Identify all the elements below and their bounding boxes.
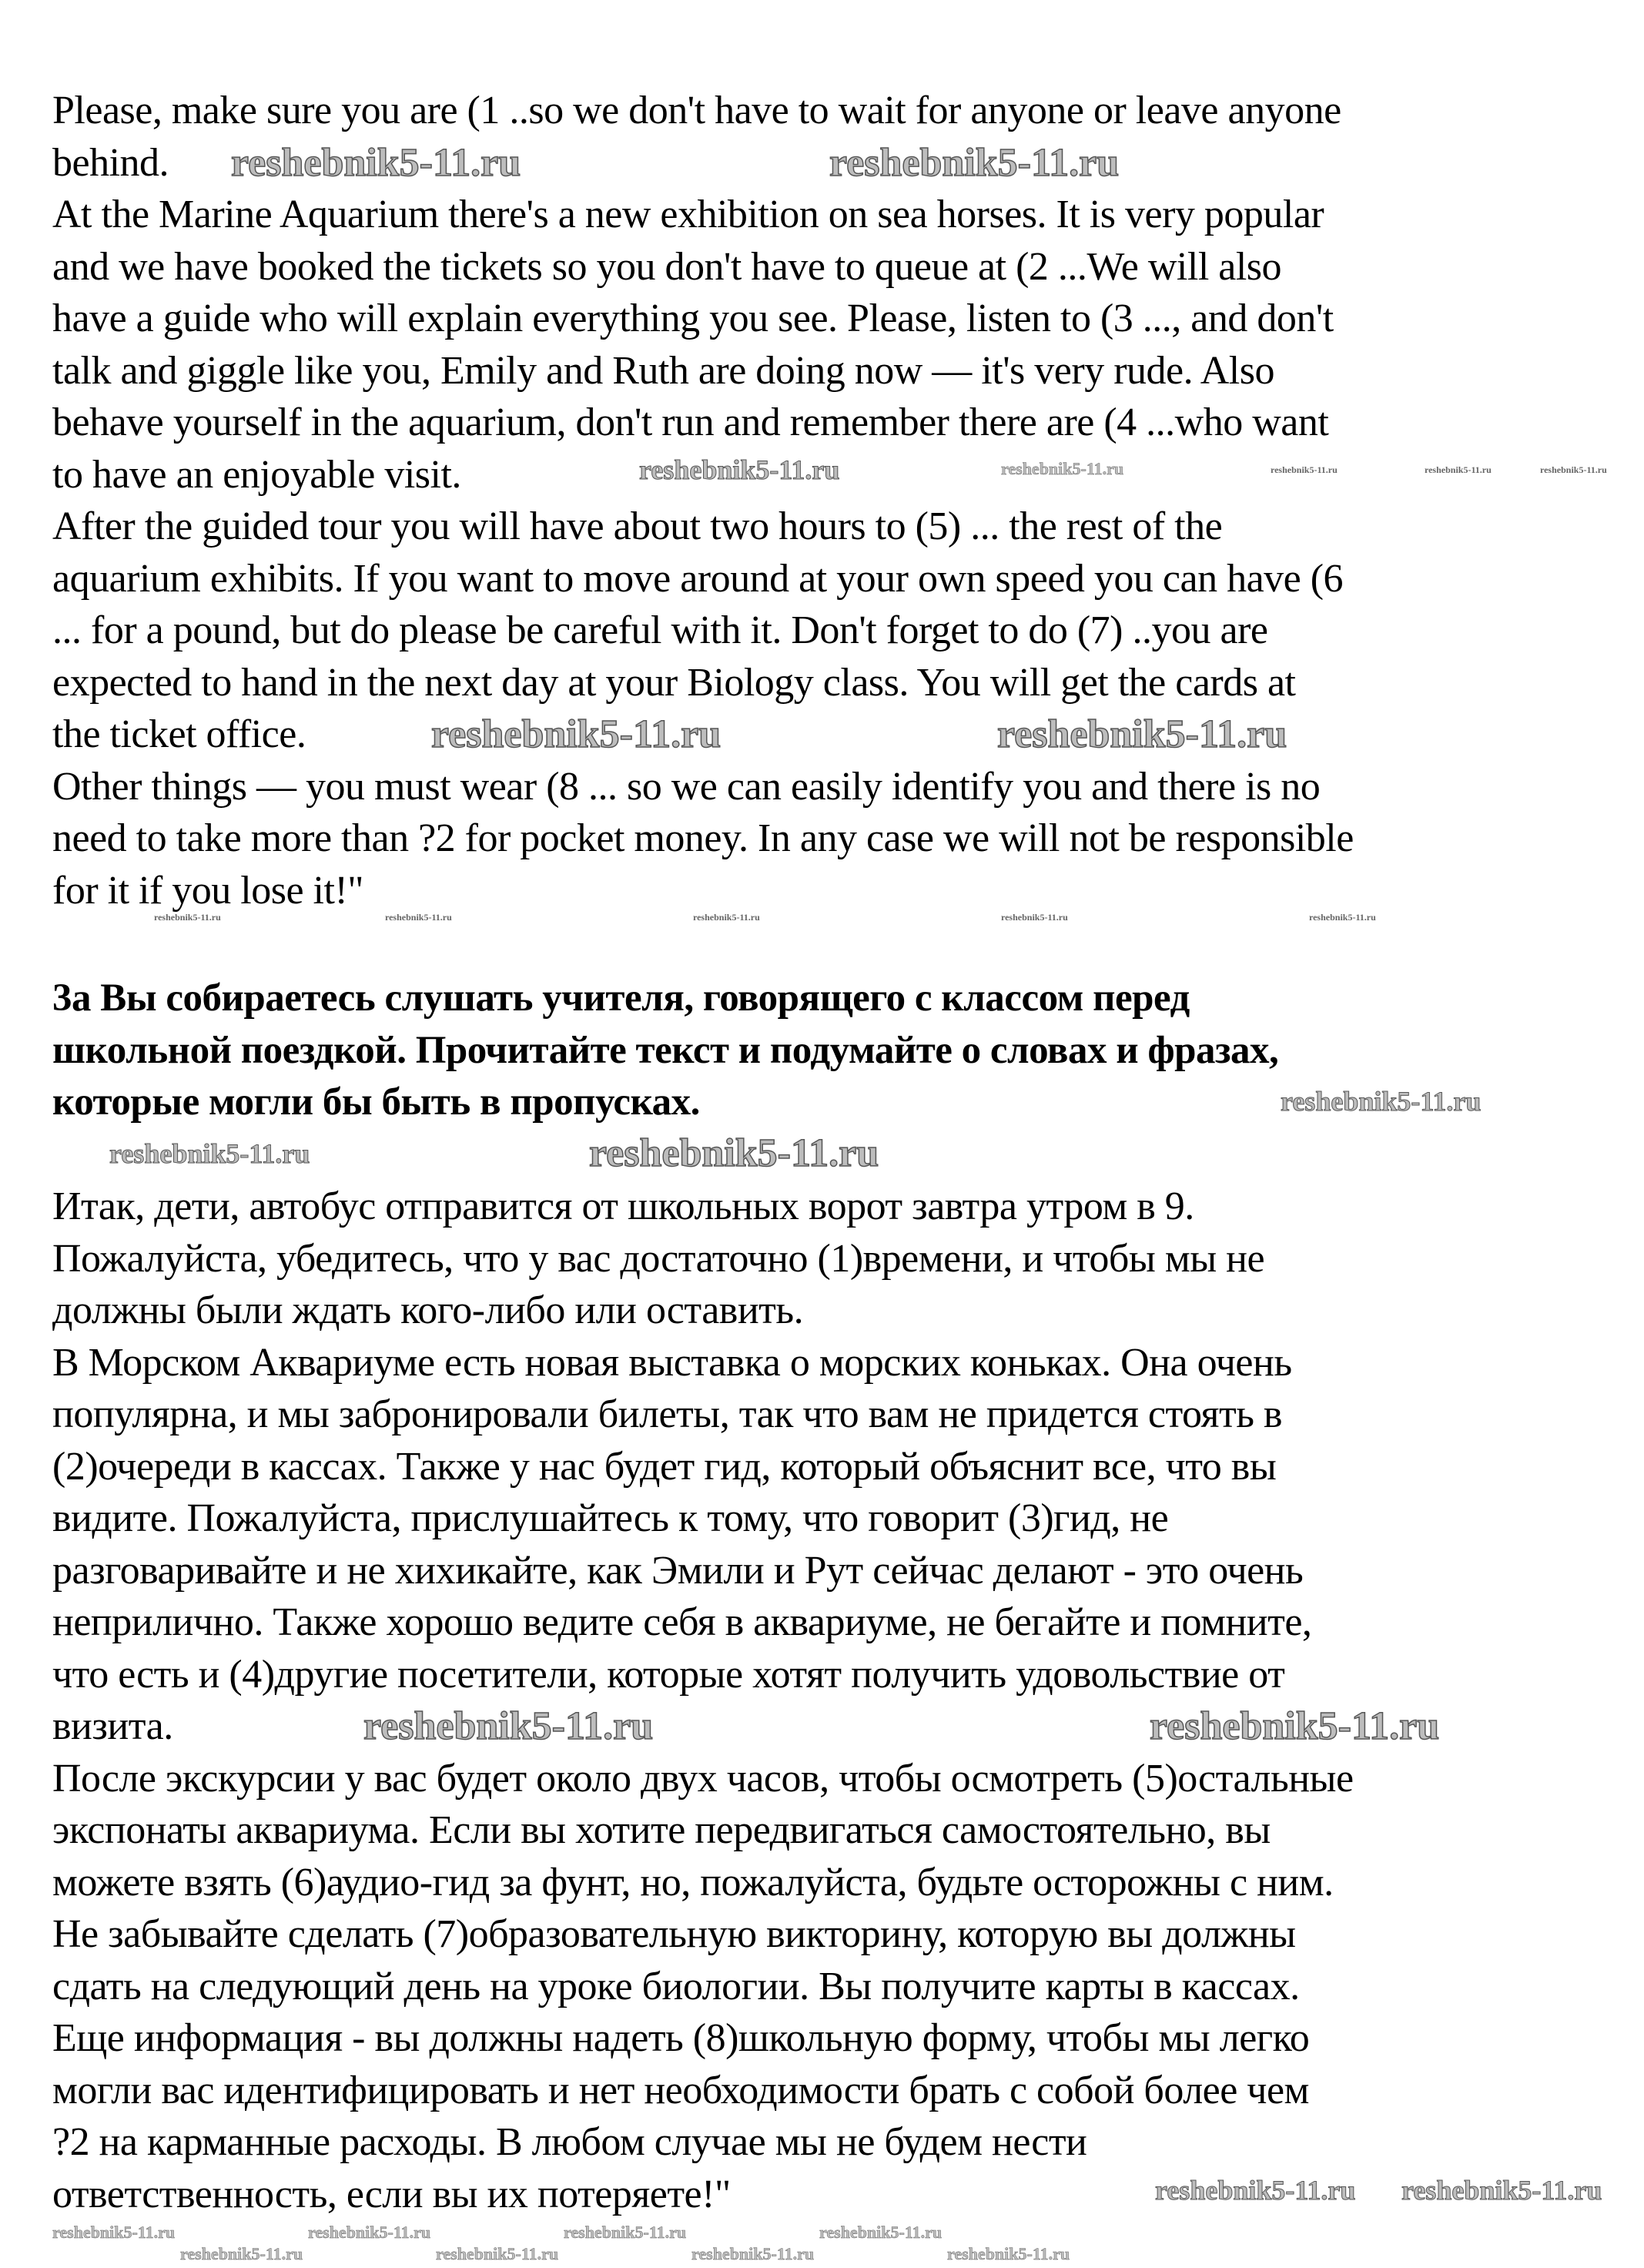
english-text-line: the ticket office. [52, 712, 306, 756]
english-text-line: Please, make sure you are (1 ..so we don't have to wait for anyone or leave anyone [52, 89, 1341, 132]
watermark: reshebnik5-11.ru [231, 141, 521, 185]
watermark: reshebnik5-11.ru [564, 2223, 687, 2242]
watermark: reshebnik5-11.ru [691, 2244, 815, 2263]
english-text-line: aquarium exhibits. If you want to move around at your own speed you can have (6 [52, 556, 1344, 601]
watermark: reshebnik5-11.ru [1401, 2175, 1602, 2206]
russian-text-line: (2)очереди в кассах. Также у нас будет гид, который объяснит все, что вы [52, 1444, 1277, 1489]
watermark: reshebnik5-11.ru [109, 1138, 310, 1169]
russian-text-line: разговаривайте и не хихикайте, как Эмили и Рут сейчас делают - это очень [52, 1548, 1304, 1593]
task-heading-line: 3а Вы собираетесь слушать учителя, говорящего с классом перед [52, 977, 1190, 1020]
english-text-line: expected to hand in the next day at your Biology class. You will get the cards at [52, 660, 1296, 705]
watermark: reshebnik5-11.ru [154, 912, 221, 923]
task-heading-line: которые могли бы быть в пропусках. [52, 1080, 700, 1124]
russian-text-line: Еще информация - вы должны надеть (8)школьную форму, чтобы мы легко [52, 2016, 1310, 2060]
watermark: reshebnik5-11.ru [308, 2223, 431, 2242]
watermark: reshebnik5-11.ru [1425, 464, 1492, 475]
english-text-line: and we have booked the tickets so you don't have to queue at (2 ...We will also [52, 244, 1282, 289]
task-heading-line: школьной поездкой. Прочитайте текст и подумайте о словах и фразах, [52, 1028, 1279, 1072]
russian-text-line: популярна, и мы забронировали билеты, так что вам не придется стоять в [52, 1392, 1282, 1436]
russian-text-line: видите. Пожалуйста, прислушайтесь к тому, что говорит (3)гид, не [52, 1496, 1169, 1540]
english-text-line: After the guided tour you will have about two hours to (5) ... the rest of the [52, 504, 1223, 548]
watermark: reshebnik5-11.ru [1001, 459, 1124, 478]
english-text-line: for it if you lose it!" [52, 868, 363, 913]
russian-text-line: Итак, дети, автобус отправится от школьных ворот завтра утром в 9. [52, 1184, 1194, 1228]
watermark: reshebnik5-11.ru [819, 2223, 943, 2242]
english-text-line: behave yourself in the aquarium, don't run and remember there are (4 ...who want [52, 400, 1329, 444]
russian-text-line: Пожалуйста, убедитесь, что у вас достаточно (1)времени, и чтобы мы не [52, 1236, 1265, 1281]
watermark: reshebnik5-11.ru [589, 1131, 879, 1175]
english-text-line: to have an enjoyable visit. [52, 452, 461, 497]
watermark: reshebnik5-11.ru [639, 454, 840, 485]
russian-text-line: сдать на следующий день на уроке биологии. Вы получите карты в кассах. [52, 1964, 1300, 2008]
watermark: reshebnik5-11.ru [1540, 464, 1607, 475]
russian-text-line: Не забывайте сделать (7)образовательную викторину, которую вы должны [52, 1912, 1296, 1956]
english-text-line: At the Marine Aquarium there's a new exhibition on sea horses. It is very popular [52, 193, 1324, 236]
watermark: reshebnik5-11.ru [180, 2244, 303, 2263]
watermark: reshebnik5-11.ru [1150, 1704, 1440, 1748]
watermark: reshebnik5-11.ru [431, 712, 722, 756]
watermark: reshebnik5-11.ru [693, 912, 760, 923]
russian-text-line: что есть и (4)другие посетители, которые хотят получить удовольствие от [52, 1652, 1285, 1697]
watermark: reshebnik5-11.ru [385, 912, 452, 923]
russian-text-line: После экскурсии у вас будет около двух часов, чтобы осмотреть (5)остальные [52, 1756, 1354, 1801]
russian-text-line: можете взять (6)аудио-гид за фунт, но, пожалуйста, будьте осторожны с ним. [52, 1860, 1334, 1905]
watermark: reshebnik5-11.ru [829, 141, 1120, 185]
russian-text-line: могли вас идентифицировать и нет необходимости брать с собой более чем [52, 2068, 1309, 2112]
watermark: reshebnik5-11.ru [1155, 2175, 1356, 2206]
english-text-line: need to take more than ?2 for pocket money. In any case we will not be responsible [52, 816, 1354, 860]
russian-text-line: ответственность, если вы их потеряете!" [52, 2172, 731, 2216]
watermark: reshebnik5-11.ru [436, 2244, 559, 2263]
watermark: reshebnik5-11.ru [1281, 1086, 1482, 1117]
russian-text-line: экспонаты аквариума. Если вы хотите передвигаться самостоятельно, вы [52, 1808, 1271, 1852]
english-text-line: behind. [52, 140, 169, 185]
russian-text-line: ?2 на карманные расходы. В любом случае мы не будем нести [52, 2120, 1087, 2164]
english-text-line: talk and giggle like you, Emily and Ruth are doing now — it's very rude. Also [52, 348, 1274, 393]
watermark: reshebnik5-11.ru [52, 2223, 176, 2242]
russian-text-line: визита. [52, 1704, 173, 1748]
watermark: reshebnik5-11.ru [997, 712, 1287, 756]
watermark: reshebnik5-11.ru [1001, 912, 1068, 923]
russian-text-line: неприлично. Также хорошо ведите себя в аквариуме, не бегайте и помните, [52, 1600, 1312, 1644]
russian-text-line: должны были ждать кого-либо или оставить. [52, 1288, 804, 1332]
russian-text-line: В Морском Аквариуме есть новая выставка о морских коньках. Она очень [52, 1340, 1292, 1385]
watermark: reshebnik5-11.ru [1309, 912, 1376, 923]
watermark: reshebnik5-11.ru [947, 2244, 1070, 2263]
english-text-line: ... for a pound, but do please be careful with it. Don't forget to do (7) ..you are [52, 608, 1268, 652]
watermark: reshebnik5-11.ru [363, 1704, 654, 1748]
english-text-line: Other things — you must wear (8 ... so we can easily identify you and there is no [52, 764, 1321, 809]
watermark: reshebnik5-11.ru [1271, 464, 1338, 475]
english-text-line: have a guide who will explain everything you see. Please, listen to (3 ..., and don't [52, 296, 1334, 340]
